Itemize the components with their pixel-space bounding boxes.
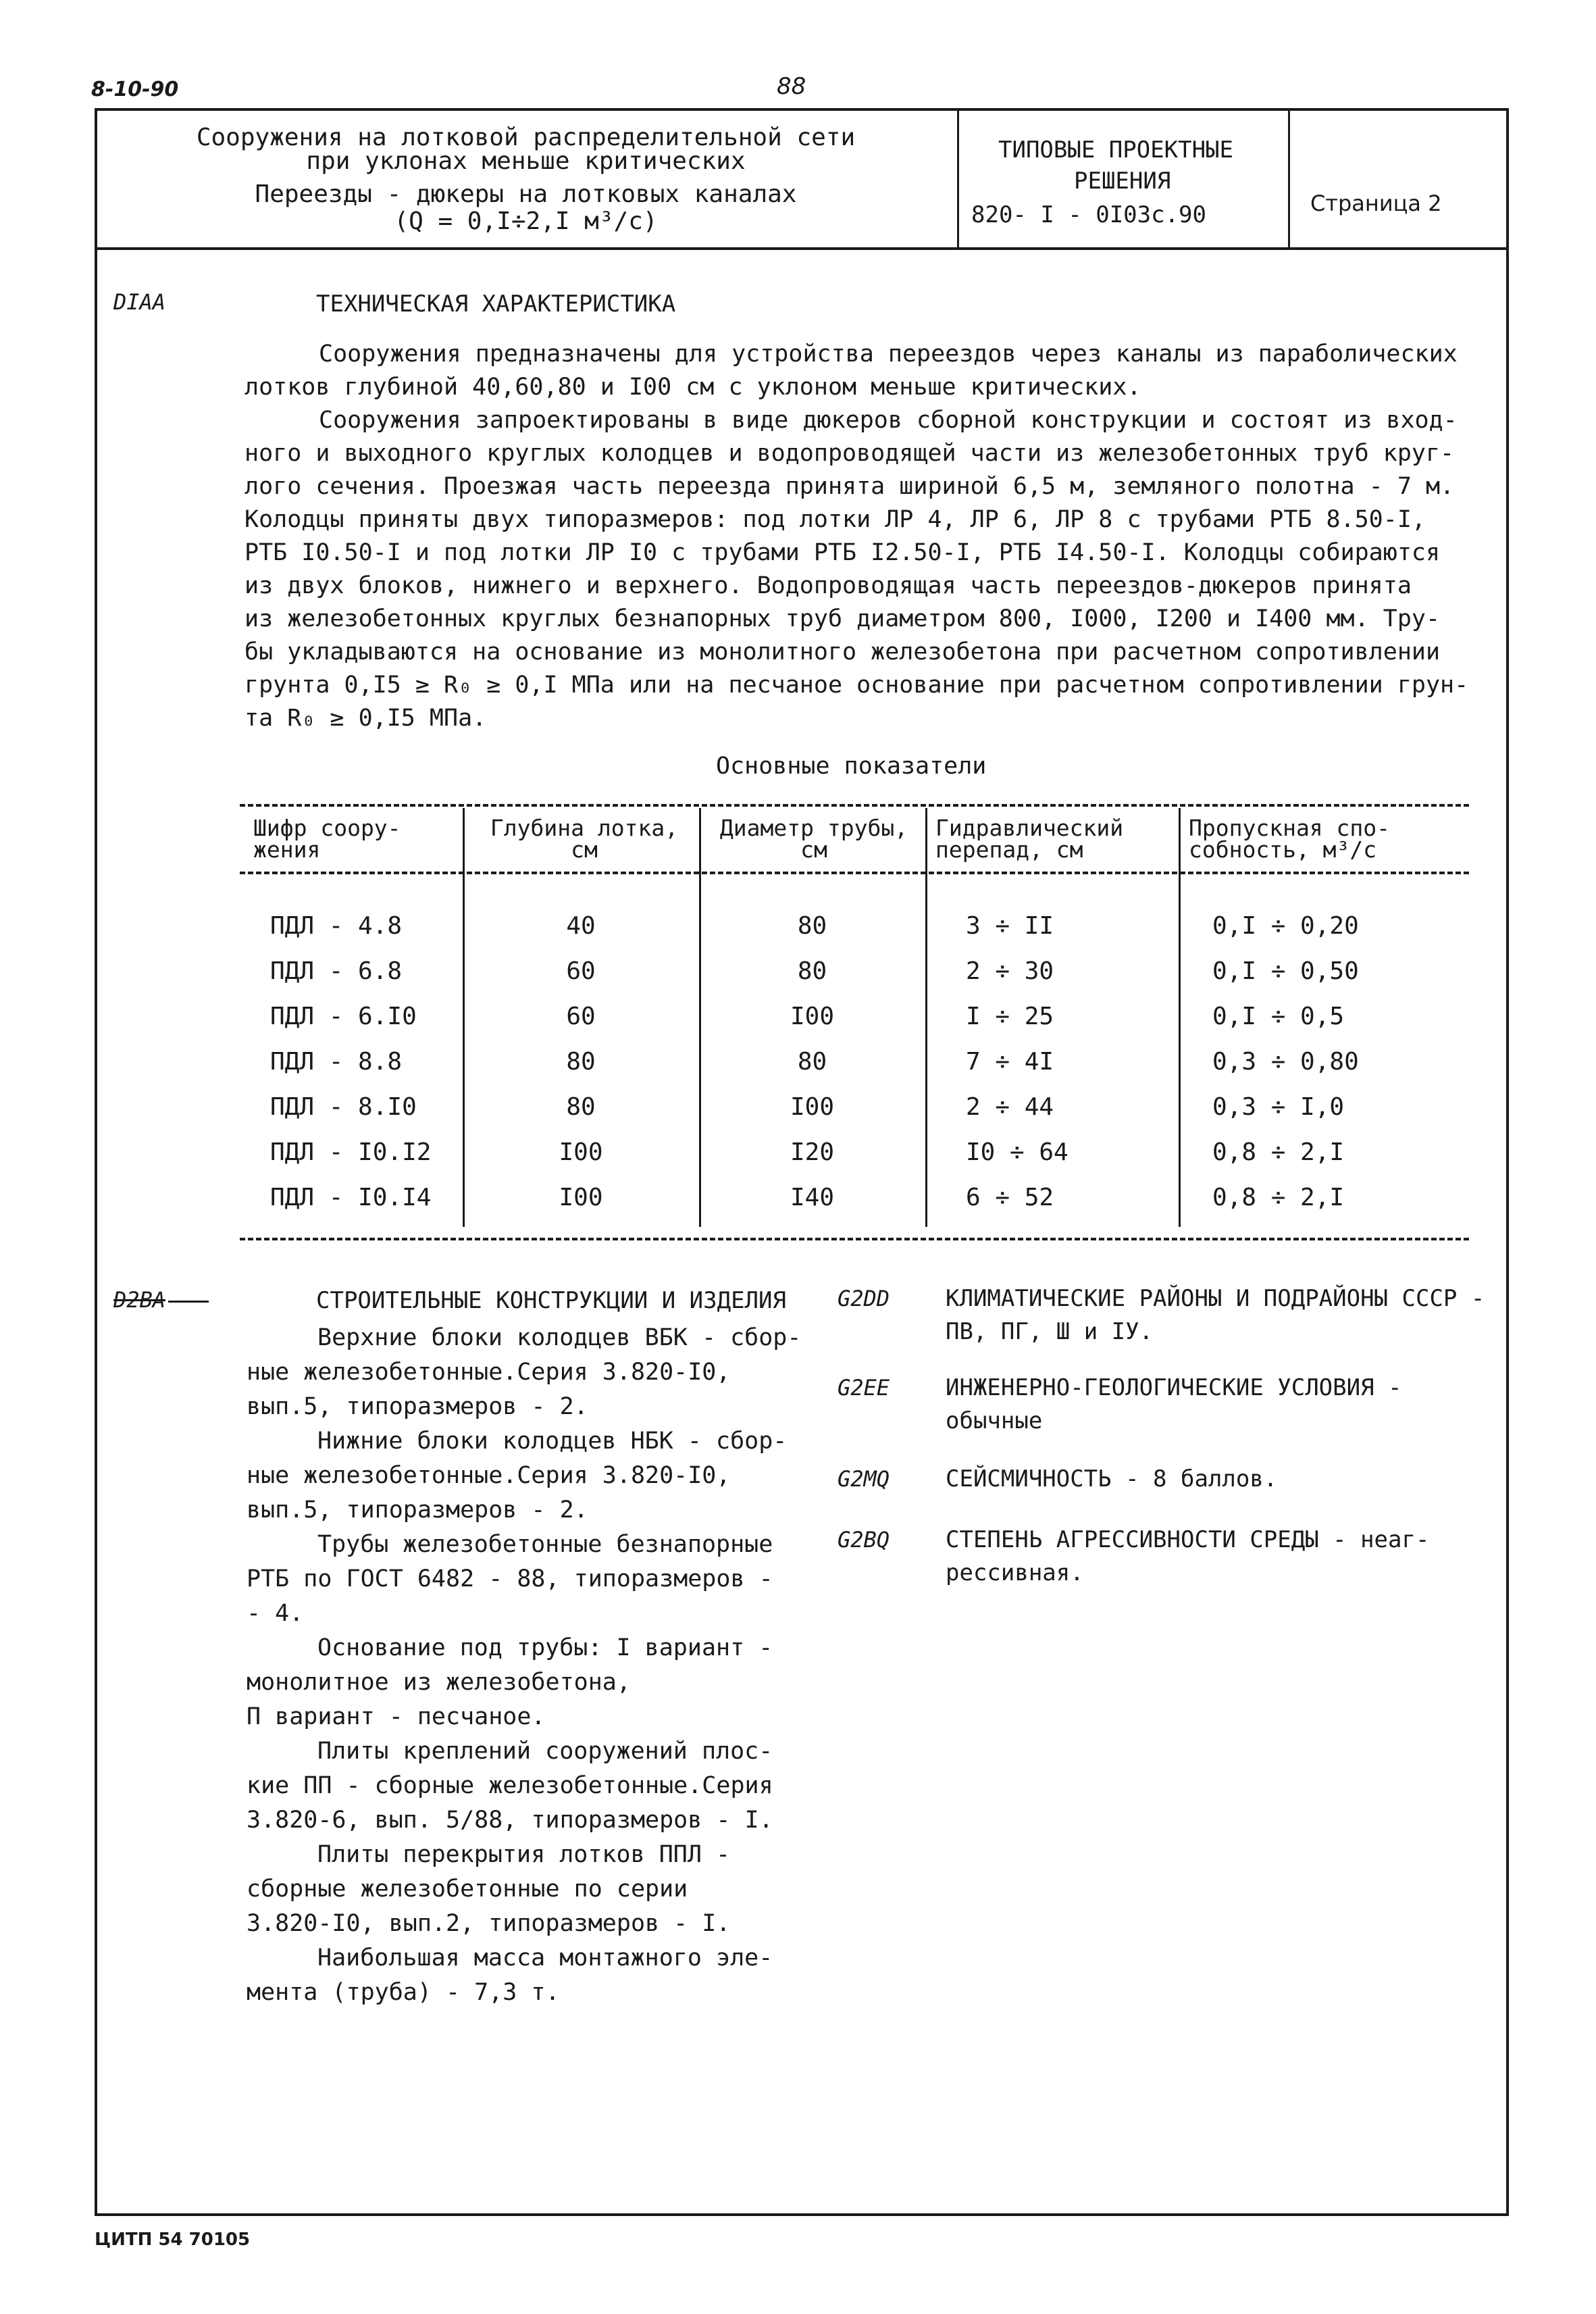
cell-drop: 3 ÷ II <box>966 912 1054 940</box>
header-text: см <box>800 836 827 863</box>
table-row <box>240 912 1469 953</box>
cell-capacity: 0,3 ÷ 0,80 <box>1212 1048 1359 1076</box>
cell-depth: I00 <box>559 1138 603 1166</box>
paragraph-line: - 4. <box>247 1600 304 1627</box>
marker-text: D2BA <box>113 1287 166 1313</box>
title-block-name <box>95 108 959 247</box>
para2-line: та R₀ ≥ 0,I5 МПа. <box>244 705 487 732</box>
footer-stamp: ЦИТП 54 70105 <box>95 2230 251 2250</box>
cell-depth: I00 <box>559 1184 603 1211</box>
cell-drop: 2 ÷ 44 <box>966 1093 1054 1121</box>
table-header-depth <box>480 815 689 863</box>
technical-description <box>244 338 1474 735</box>
header-text: Глубина лотка, <box>490 815 679 841</box>
paragraph-line: Основание под трубы: I вариант - <box>317 1634 773 1661</box>
header-text: Пропускная спо- <box>1189 815 1391 841</box>
cell-code: ПДЛ - I0.I4 <box>270 1184 432 1211</box>
cell-depth: 60 <box>566 1003 596 1030</box>
header-text: см <box>571 836 598 863</box>
para2-line: РТБ I0.50-I и под лотки ЛР I0 с трубами РТБ I2.50-I, РТБ I4.50-I. Колодцы собираются <box>244 539 1441 566</box>
cell-capacity: 0,3 ÷ I,0 <box>1212 1093 1345 1121</box>
structures-paragraph <box>247 1321 821 1424</box>
structures-paragraph <box>247 1941 821 2010</box>
item-line: ПВ, ПГ, Ш и IУ. <box>946 1318 1154 1345</box>
page-number: 88 <box>777 73 806 100</box>
type-code: 820- I - 0I03с.90 <box>971 201 1206 228</box>
header-text: Диаметр трубы, <box>719 815 908 841</box>
cell-depth: 80 <box>566 1093 596 1121</box>
item-line: ИНЖЕНЕРНО-ГЕОЛОГИЧЕСКИЕ УСЛОВИЯ - <box>946 1374 1402 1401</box>
structures-paragraph <box>247 1528 821 1631</box>
para2-line: бы укладываются на основание из монолитного железобетона при расчетном сопротивлении <box>244 638 1441 665</box>
main-indicators-table <box>240 804 1469 1250</box>
item-line: обычные <box>946 1407 1043 1434</box>
paragraph-line: монолитное из железобетона, <box>247 1669 631 1696</box>
header-text: Шифр соору- <box>253 815 401 841</box>
title-line-2: при уклонах меньше критических <box>306 147 746 175</box>
cell-depth: 60 <box>566 957 596 985</box>
paragraph-line: П вариант - песчаное. <box>247 1703 546 1730</box>
structures-paragraph <box>247 1838 821 1941</box>
right-item-geology <box>838 1372 1486 1438</box>
sheet-label: Страница 2 <box>1310 191 1442 216</box>
item-line: рессивная. <box>946 1559 1084 1586</box>
paragraph-line: Плиты перекрытия лотков ППЛ - <box>317 1841 731 1868</box>
cell-diameter: 80 <box>797 912 827 940</box>
cell-capacity: 0,I ÷ 0,50 <box>1212 957 1359 985</box>
cell-diameter: I40 <box>790 1184 835 1211</box>
cell-drop: I ÷ 25 <box>966 1003 1054 1030</box>
cell-drop: 7 ÷ 4I <box>966 1048 1054 1076</box>
cell-diameter: I00 <box>790 1093 835 1121</box>
paragraph-line: 3.820-I0, вып.2, типоразмеров - I. <box>247 1910 731 1937</box>
table-header-code <box>253 815 401 863</box>
cell-capacity: 0,I ÷ 0,5 <box>1212 1003 1345 1030</box>
item-line: СЕЙСМИЧНОСТЬ - 8 баллов. <box>946 1465 1278 1492</box>
cell-depth: 40 <box>566 912 596 940</box>
cell-code: ПДЛ - 8.I0 <box>270 1093 417 1121</box>
paragraph-line: Верхние блоки колодцев ВБК - сбор- <box>317 1324 802 1351</box>
paragraph-line: Нижние блоки колодцев НБК - сбор- <box>317 1428 788 1455</box>
item-code: G2EE <box>838 1375 890 1401</box>
item-line: КЛИМАТИЧЕСКИЕ РАЙОНЫ И ПОДРАЙОНЫ СССР - <box>946 1285 1485 1312</box>
title-block-type <box>959 108 1290 247</box>
title-line-1: Сооружения на лотковой распределительной сети <box>196 124 856 151</box>
cell-drop: 2 ÷ 30 <box>966 957 1054 985</box>
para2-line: из двух блоков, нижнего и верхнего. Водопроводящая часть переездов-дюкеров принята <box>244 572 1412 599</box>
paragraph-line: ные железобетонные.Серия 3.820-I0, <box>247 1462 731 1489</box>
structures-list <box>247 1321 821 2010</box>
cell-capacity: 0,8 ÷ 2,I <box>1212 1184 1345 1211</box>
table-caption: Основные показатели <box>716 753 987 780</box>
para2-line: Сооружения запроектированы в виде дюкеров сборной конструкции и состоят из вход- <box>319 407 1458 434</box>
cell-code: ПДЛ - 6.8 <box>270 957 403 985</box>
cell-code: ПДЛ - 4.8 <box>270 912 403 940</box>
table-header-capacity <box>1189 815 1391 863</box>
cell-code: ПДЛ - I0.I2 <box>270 1138 432 1166</box>
table-header-drop <box>935 815 1124 863</box>
section-title-technical: ТЕХНИЧЕСКАЯ ХАРАКТЕРИСТИКА <box>316 291 676 318</box>
cell-diameter: I20 <box>790 1138 835 1166</box>
paragraph-line: ные железобетонные.Серия 3.820-I0, <box>247 1359 731 1386</box>
table-row <box>240 957 1469 998</box>
cell-drop: 6 ÷ 52 <box>966 1184 1054 1211</box>
right-item-aggressiveness <box>838 1524 1486 1590</box>
cell-diameter: 80 <box>797 957 827 985</box>
table-bottom-rule <box>240 1238 1469 1240</box>
item-code: G2BQ <box>838 1527 890 1553</box>
paragraph-line: вып.5, типоразмеров - 2. <box>247 1496 588 1524</box>
title-block-sheet <box>1290 108 1503 247</box>
right-item-seismic <box>838 1463 1486 1496</box>
item-code: G2DD <box>838 1286 890 1311</box>
table-row <box>240 1003 1469 1043</box>
document-code: 8-10-90 <box>91 78 179 101</box>
cell-diameter: 80 <box>797 1048 827 1076</box>
table-top-rule <box>240 804 1469 807</box>
paragraph-line: вып.5, типоразмеров - 2. <box>247 1393 588 1420</box>
structures-paragraph <box>247 1734 821 1838</box>
header-text: жения <box>253 836 321 863</box>
item-line: СТЕПЕНЬ АГРЕССИВНОСТИ СРЕДЫ - неаг- <box>946 1526 1430 1553</box>
right-item-climate <box>838 1282 1486 1349</box>
table-row <box>240 1184 1469 1224</box>
paragraph-line: Трубы железобетонные безнапорные <box>317 1531 773 1558</box>
title-line-4: (Q = 0,I÷2,I м³/с) <box>394 207 658 235</box>
cell-code: ПДЛ - 6.I0 <box>270 1003 417 1030</box>
para2-line: ного и выходного круглых колодцев и водопроводящей части из железобетонных труб круг- <box>244 440 1455 467</box>
para2-line: из железобетонных круглых безнапорных труб диаметром 800, I000, I200 и I400 мм. Тру- <box>244 605 1441 632</box>
para2-line: Колодцы приняты двух типоразмеров: под лотки ЛР 4, ЛР 6, ЛР 8 с трубами РТБ 8.50-I, <box>244 506 1426 533</box>
paragraph-line: мента (труба) - 7,3 т. <box>247 1979 560 2006</box>
section-marker-diaa: DIAA <box>113 289 166 315</box>
header-text: перепад, см <box>935 836 1083 863</box>
title-block <box>95 108 1509 250</box>
type-line-2: РЕШЕНИЯ <box>1074 168 1171 195</box>
para1-line: Сооружения предназначены для устройства переездов через каналы из параболических <box>319 341 1458 368</box>
paragraph-line: 3.820-6, вып. 5/88, типоразмеров - I. <box>247 1807 773 1834</box>
section-title-structures: СТРОИТЕЛЬНЫЕ КОНСТРУКЦИИ И ИЗДЕЛИЯ <box>316 1287 786 1314</box>
cell-code: ПДЛ - 8.8 <box>270 1048 403 1076</box>
structures-paragraph <box>247 1424 821 1528</box>
table-row <box>240 1093 1469 1134</box>
paragraph-line: Наибольшая масса монтажного эле- <box>317 1944 773 1971</box>
type-line-1: ТИПОВЫЕ ПРОЕКТНЫЕ <box>998 136 1233 164</box>
table-header-diameter <box>709 815 919 863</box>
paragraph-line: сборные железобетонные по серии <box>247 1876 688 1903</box>
para2-line: грунта 0,I5 ≥ R₀ ≥ 0,I МПа или на песчаное основание при расчетном сопротивлении грун- <box>244 672 1469 699</box>
paragraph-line: Плиты креплений сооружений плос- <box>317 1738 773 1765</box>
item-code: G2MQ <box>838 1466 890 1492</box>
table-row <box>240 1048 1469 1088</box>
header-text: собность, м³/с <box>1189 836 1377 863</box>
structures-paragraph <box>247 1631 821 1734</box>
cell-capacity: 0,I ÷ 0,20 <box>1212 912 1359 940</box>
paragraph-line: РТБ по ГОСТ 6482 - 88, типоразмеров - <box>247 1565 773 1592</box>
para1-line: лотков глубиной 40,60,80 и I00 см с уклоном меньше критических. <box>244 374 1141 401</box>
table-row <box>240 1138 1469 1179</box>
para2-line: лого сечения. Проезжая часть переезда принята шириной 6,5 м, земляного полотна - 7 м. <box>244 473 1455 500</box>
paragraph-line: кие ПП - сборные железобетонные.Серия <box>247 1772 773 1799</box>
marker-strike <box>168 1301 209 1303</box>
section-marker-d2ba <box>113 1287 209 1313</box>
cell-diameter: I00 <box>790 1003 835 1030</box>
table-header-rule <box>240 872 1469 874</box>
cell-depth: 80 <box>566 1048 596 1076</box>
title-line-3: Переезды - дюкеры на лотковых каналах <box>255 180 797 208</box>
cell-drop: I0 ÷ 64 <box>966 1138 1069 1166</box>
header-text: Гидравлический <box>935 815 1124 841</box>
cell-capacity: 0,8 ÷ 2,I <box>1212 1138 1345 1166</box>
